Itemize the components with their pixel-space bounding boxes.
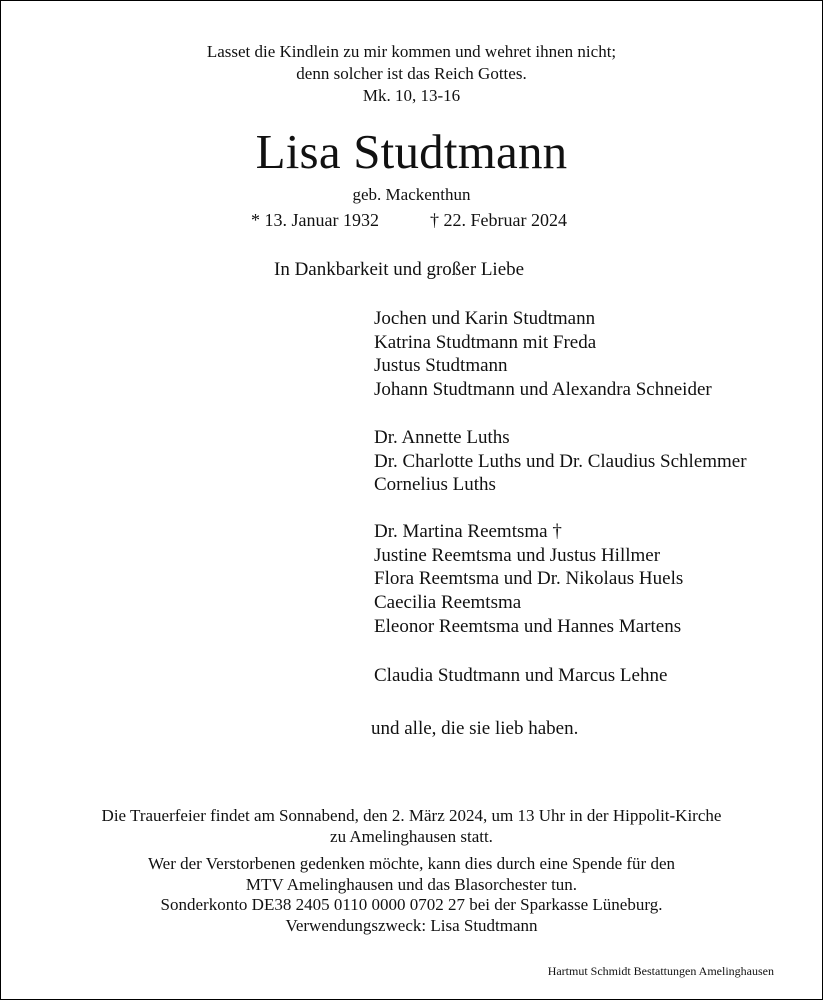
mourner-name: Cornelius Luths [374, 474, 496, 496]
verse-line-2: denn solcher ist das Reich Gottes. [296, 64, 527, 83]
mourner-group-1 [374, 307, 712, 402]
death-date: † 22. Februar 2024 [430, 210, 567, 230]
mourner-name: Justine Reemtsma und Justus Hillmer [374, 544, 661, 566]
mourner-name: Dr. Annette Luths [374, 427, 510, 448]
mourner-group-3 [374, 520, 683, 639]
donation-line-4: Verwendungszweck: Lisa Studtmann [285, 915, 538, 935]
birth-name: geb. Mackenthun [352, 185, 471, 204]
service-line-1: Die Trauerfeier findet am Sonnabend, den 2. März 2024, um 13 Uhr in der Hippolit-Kirche [101, 806, 722, 825]
bible-verse [1, 41, 822, 107]
verse-line-1: Lasset die Kindlein zu mir kommen und wehret ihnen nicht; [206, 42, 617, 61]
service-line-2: zu Amelinghausen statt. [330, 826, 493, 846]
mourner-name: Eleonor Reemtsma und Hannes Martens [374, 615, 682, 637]
mourner-name: Claudia Studtmann und Marcus Lehne [374, 665, 668, 686]
mourner-name: Dr. Charlotte Luths und Dr. Claudius Schlemmer [374, 450, 747, 472]
mourner-name: Caecilia Reemtsma [374, 592, 522, 614]
dedication: In Dankbarkeit und großer Liebe [274, 259, 525, 280]
funeral-home: Hartmut Schmidt Bestattungen Amelinghausen [547, 964, 774, 978]
mourner-name: Flora Reemtsma und Dr. Nikolaus Huels [374, 568, 684, 590]
mourner-name: Dr. Martina Reemtsma † [374, 521, 562, 542]
mourner-name: Jochen und Karin Studtmann [374, 308, 596, 329]
donation-info [1, 854, 822, 936]
birth-date: * 13. Januar 1932 [251, 210, 379, 230]
mourners-closing: und alle, die sie lieb haben. [371, 718, 579, 739]
mourner-name: Johann Studtmann und Alexandra Schneider [374, 379, 712, 401]
deceased-name: Lisa Studtmann [255, 124, 568, 179]
donation-line-2: MTV Amelinghausen und das Blasorchester tun. [245, 874, 578, 894]
mourner-group-2 [374, 426, 747, 497]
donation-line-3: Sonderkonto DE38 2405 0110 0000 0702 27 bei der Sparkasse Lüneburg. [160, 895, 663, 914]
mourner-group-4 [374, 664, 667, 688]
mourner-name: Katrina Studtmann mit Freda [374, 331, 597, 353]
verse-reference: Mk. 10, 13-16 [362, 86, 461, 105]
mourner-name: Justus Studtmann [374, 355, 508, 377]
donation-line-1: Wer der Verstorbenen gedenken möchte, kann dies durch eine Spende für den [147, 854, 676, 873]
service-info [1, 806, 822, 847]
